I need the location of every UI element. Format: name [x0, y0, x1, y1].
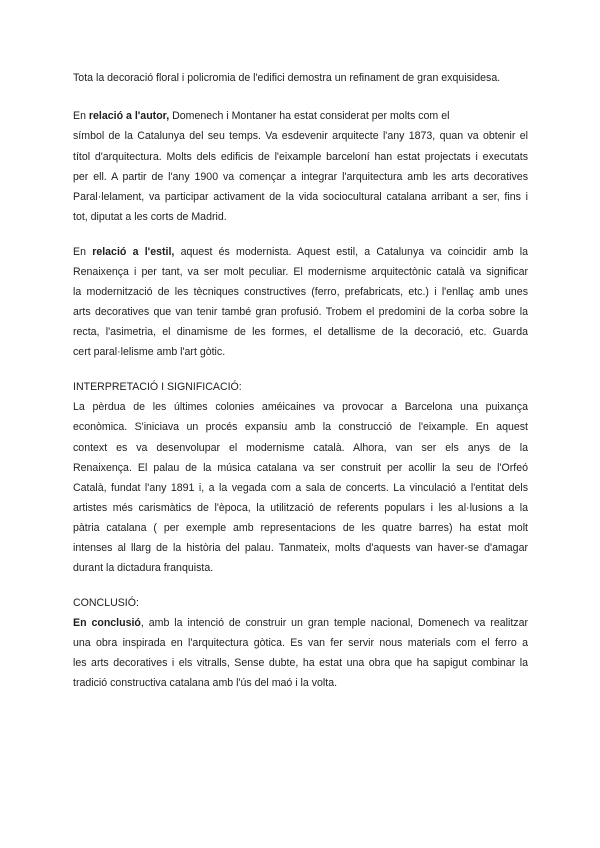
interpretacio-line: context es va desenvolupar el modernisme català. Alhora, van ser els anys de la	[73, 442, 528, 454]
interpretacio-line: pàtria catalana ( per exemple amb representacions de les quatre barres) ha estat molt	[73, 522, 528, 534]
autor-lead-rest: Domenech i Montaner ha estat considerat per molts com el	[169, 110, 450, 122]
intro-line: Tota la decoració floral i policromia de l'edifici demostra un refinament de gran exquisidesa.	[73, 72, 501, 84]
estil-line: Renaixença i per tant, va ser molt peculiar. El modernisme arquitectònic català va significar	[73, 266, 528, 278]
autor-line: per ell. A partir de l'any 1900 va començar a integrar l'arquitectura amb les arts decoratives	[73, 171, 528, 183]
autor-lead-line	[73, 109, 528, 123]
estil-line: cert paral·lelisme amb l'art gòtic.	[73, 346, 226, 358]
conclusio-line: una obra inspirada en l'arquitectura gòtica. Es van fer servir nous materials com el ferro a	[73, 637, 528, 649]
estil-lead-bold: relació a l'estil,	[92, 246, 175, 258]
interpretacio-heading: INTERPRETACIÓ I SIGNIFICACIÓ:	[73, 381, 242, 393]
interpretacio-line: Renaixença. El palau de la música catalana va ser construit per acollir la seu de l'Orfeó	[73, 462, 528, 474]
autor-lead-plain: En	[73, 110, 89, 122]
estil-line: arts decoratives que van tenir també gran profusió. Trobem el predomini de la corba sobre la	[73, 306, 528, 318]
interpretacio-line: Català, fundat l'any 1891 i, a la vegada com a sala de concerts. La vinculació a l'entitat dels	[73, 482, 528, 494]
autor-line: tot, diputat a les corts de Madrid.	[73, 211, 227, 223]
interpretacio-line: durant la dictadura franquista.	[73, 562, 214, 574]
interpretacio-line: intenses al llarg de la història del palau. Tanmateix, molts d'aquests van haver-se d'amagar	[73, 542, 528, 554]
conclusio-line: tradició constructiva catalana amb l'ús del maó i la volta.	[73, 677, 338, 689]
estil-lead-rest: aquest és modernista. Aquest estil, a Catalunya va coincidir amb la	[174, 246, 528, 258]
conclusio-lead-rest: , amb la intenció de construir un gran temple nacional, Domenech va realitzar	[140, 617, 528, 629]
conclusio-heading: CONCLUSIÓ:	[73, 597, 139, 609]
estil-lead-line	[73, 245, 528, 259]
conclusio-lead-line	[73, 616, 528, 630]
interpretacio-line: La pèrdua de les últimes colonies améicaines va provocar a Barcelona una puixança	[73, 401, 528, 413]
estil-line: recta, l'asimetria, el dinamisme de les formes, el detallisme de la decoració, etc. Guarda	[73, 326, 528, 338]
interpretacio-line: econòmica. S'iniciava un procés expansiu amb la construcció de l'eixample. En aquest	[73, 421, 528, 433]
autor-line: símbol de la Catalunya del seu temps. Va esdevenir arquitecte l'any 1873, quan va obtenir el	[73, 130, 528, 142]
autor-lead-bold: relació a l'autor,	[88, 110, 170, 122]
autor-line: Paral·lelament, va participar activament de la vida sociocultural catalana arribant a ser, fins i	[73, 191, 528, 203]
estil-line: la modernització de les tècniques constructives (ferro, prefabricats, etc.) i l'enllaç amb unes	[73, 286, 528, 298]
conclusio-line: les arts decoratives i els vitralls, Sense dubte, ha estat una obra que ha sapigut combinar la	[73, 657, 528, 669]
conclusio-lead-bold: En conclusió	[73, 617, 141, 629]
estil-lead-plain: En	[73, 246, 93, 258]
autor-line: títol d'arquitectura. Molts dels edificis de l'eixample barceloní han estat projectats i executats	[73, 151, 528, 163]
interpretacio-line: artistes més carismàtics de l'època, la utilització de referents populars i les al·lusions a la	[73, 502, 528, 514]
